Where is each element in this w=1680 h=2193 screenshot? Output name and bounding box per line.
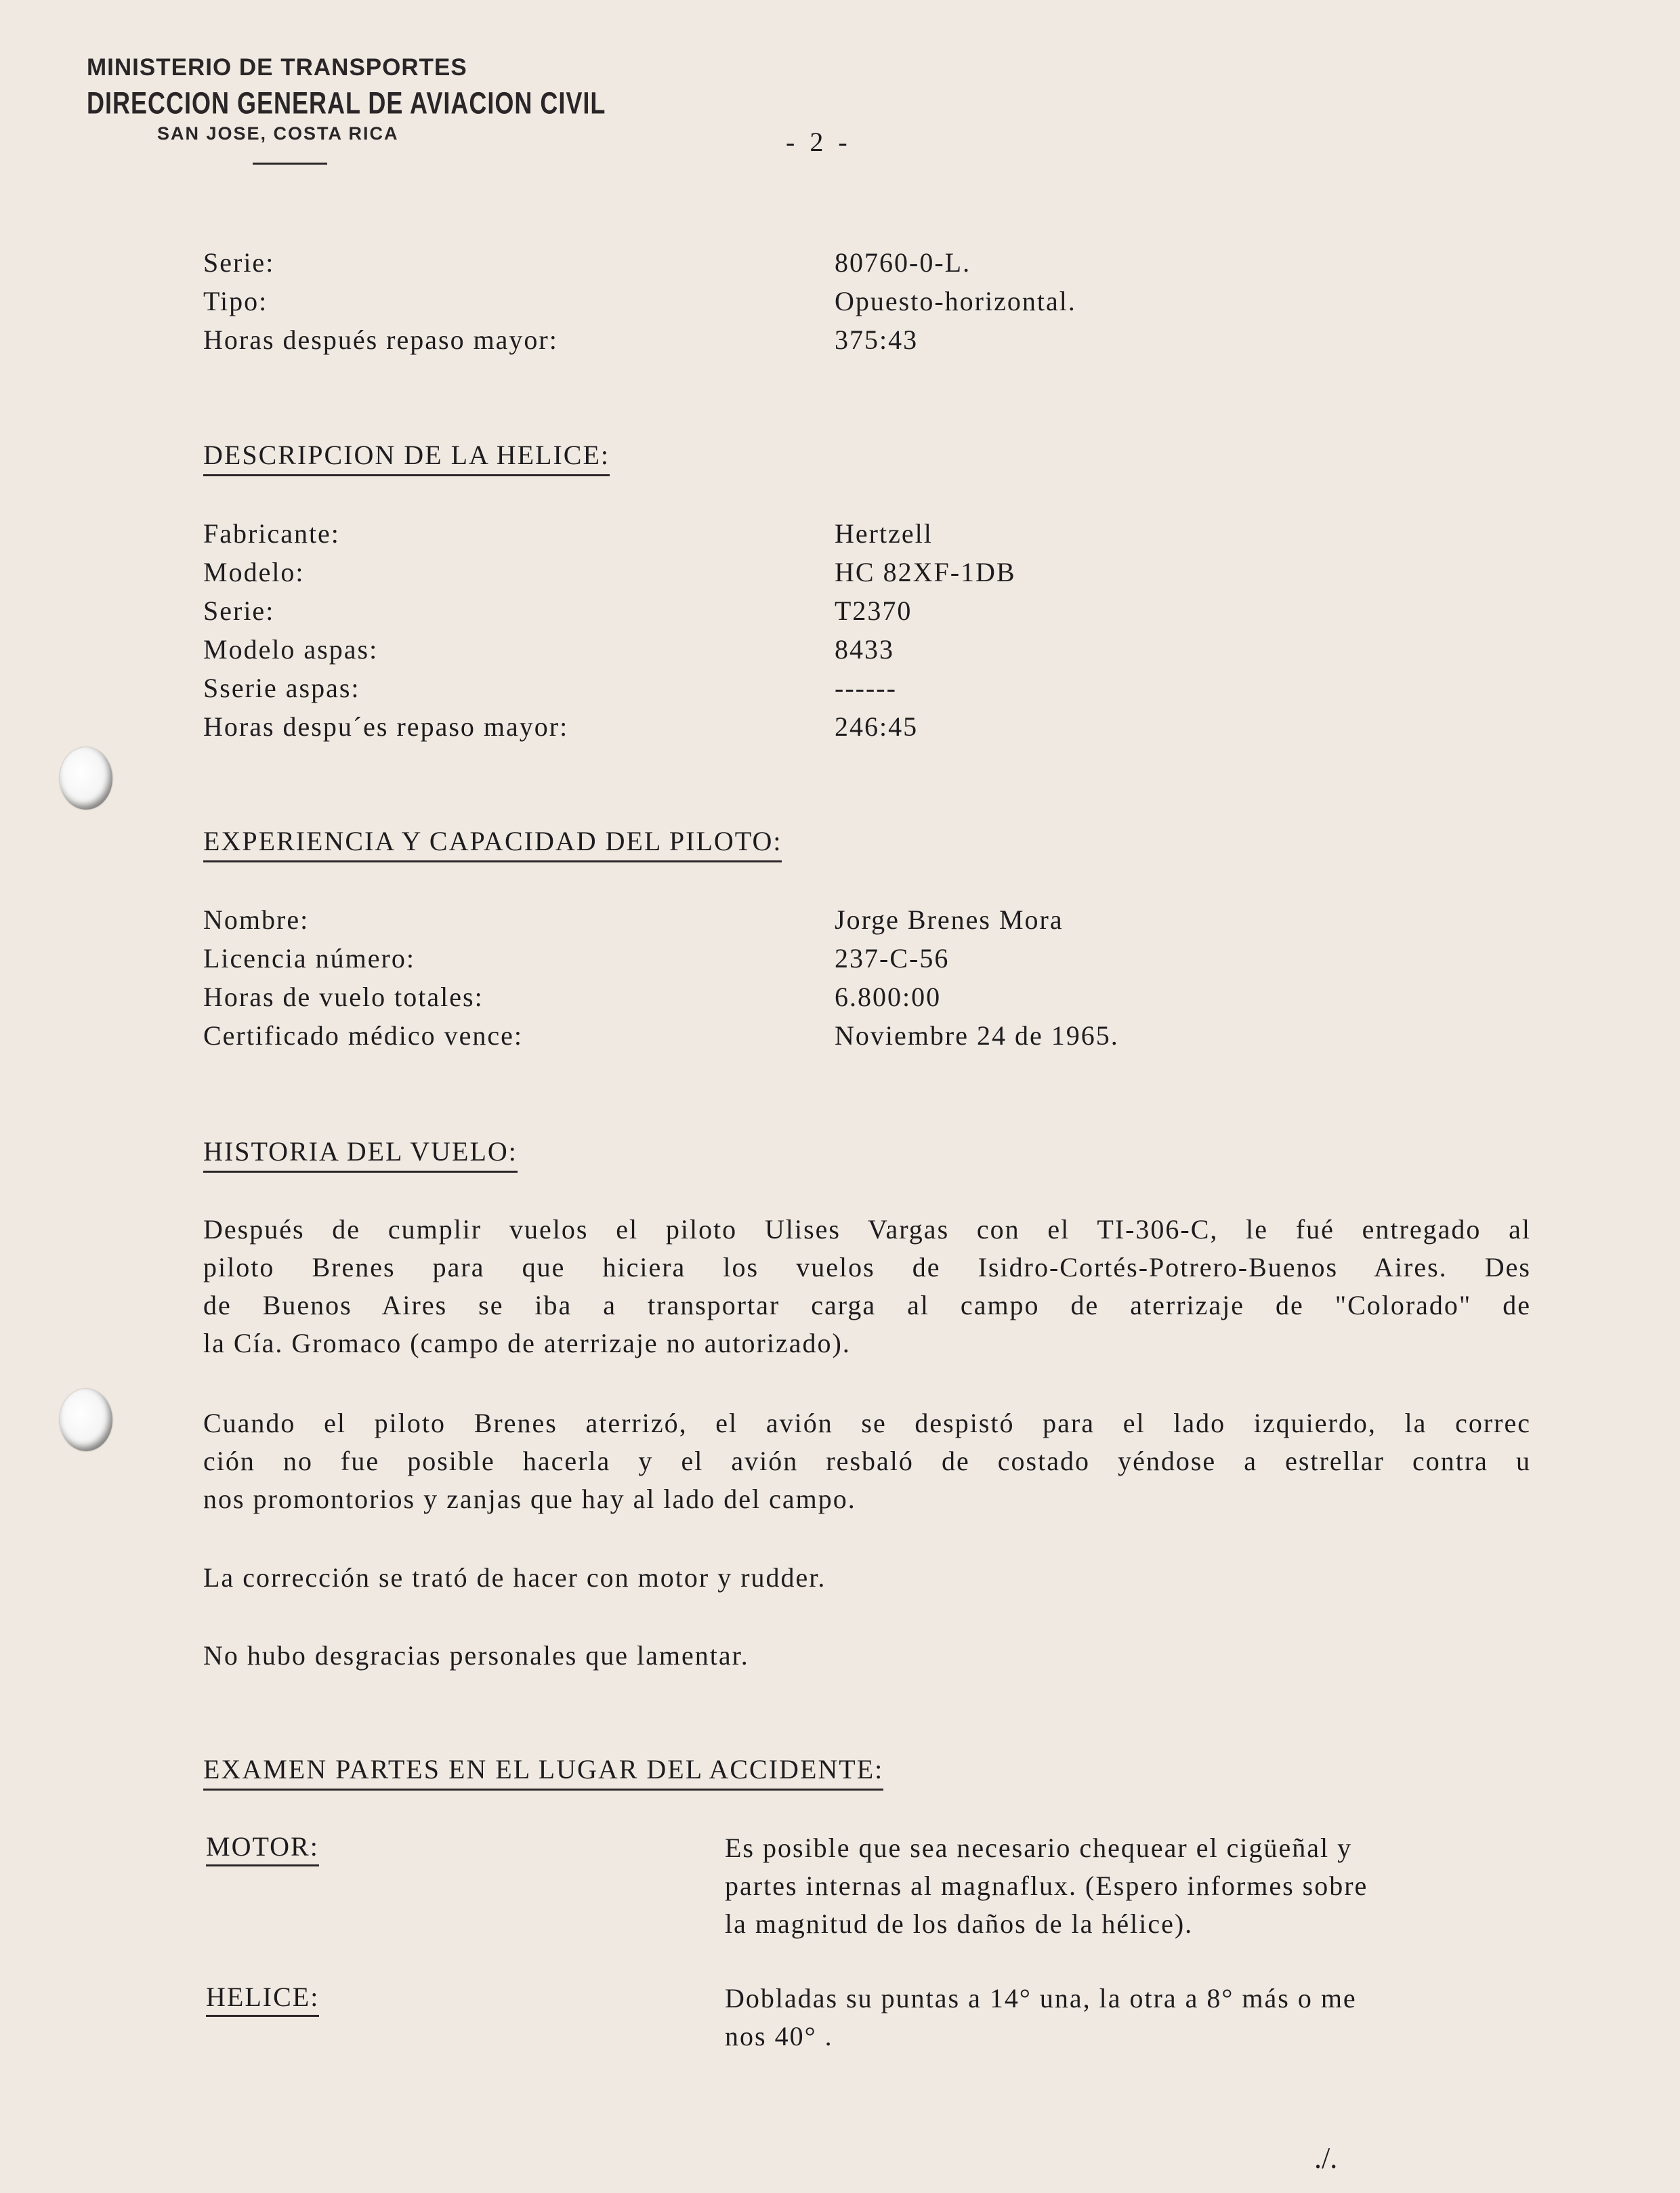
pilot-row — [203, 1017, 1490, 1056]
propeller-row — [203, 554, 1490, 592]
pilot-heading: EXPERIENCIA Y CAPACIDAD DEL PILOTO: — [203, 824, 782, 862]
engine-row — [203, 283, 1490, 321]
motor-text — [725, 1829, 1565, 1943]
punch-hole — [60, 747, 112, 810]
propeller-row — [203, 631, 1490, 669]
letterhead-directorate: DIRECCION GENERAL DE AVIACION CIVIL — [87, 85, 606, 121]
field-label: Nombre: — [203, 904, 310, 935]
field-value: HC 82XF-1DB — [835, 557, 1016, 587]
helice-label: HELICE: — [206, 1980, 319, 2017]
field-value: 375:43 — [835, 325, 919, 355]
field-value: T2370 — [835, 596, 912, 626]
exam-heading: EXAMEN PARTES EN EL LUGAR DEL ACCIDENTE: — [203, 1752, 883, 1791]
field-label: Modelo aspas: — [203, 634, 379, 665]
history-paragraph-2 — [203, 1404, 1531, 1518]
field-label: Serie: — [203, 247, 275, 278]
paragraph-line: nos 40° . — [725, 2021, 833, 2051]
helice-text — [725, 1980, 1565, 2055]
propeller-row — [203, 669, 1490, 708]
pilot-data — [203, 901, 1490, 1056]
continuation-mark: ./. — [1314, 2142, 1338, 2175]
engine-data — [203, 244, 1490, 360]
field-value: Opuesto-horizontal. — [835, 286, 1076, 316]
motor-label: MOTOR: — [206, 1829, 319, 1866]
field-label: Horas de vuelo totales: — [203, 982, 484, 1012]
field-label: Modelo: — [203, 557, 305, 587]
paragraph-line: nos promontorios y zanjas que hay al lado del campo. — [203, 1484, 856, 1514]
field-value: 8433 — [835, 634, 894, 665]
paragraph-line: No hubo desgracias personales que lamentar. — [203, 1640, 749, 1671]
paragraph-line: ción no fue posible hacerla y el avión resbaló de costado yéndose a estrellar contra u — [203, 1446, 1531, 1476]
pilot-row — [203, 978, 1490, 1017]
paragraph-line: de Buenos Aires se iba a transportar carga al campo de aterrizaje de "Colorado" de — [203, 1290, 1531, 1320]
paragraph-line: Cuando el piloto Brenes aterrizó, el avión se despistó para el lado izquierdo, la correc — [203, 1408, 1531, 1438]
history-heading: HISTORIA DEL VUELO: — [203, 1134, 518, 1173]
field-label: Fabricante: — [203, 518, 340, 549]
history-paragraph-3 — [203, 1559, 1531, 1597]
engine-row — [203, 321, 1490, 360]
paragraph-line: la magnitud de los daños de la hélice). — [725, 1908, 1194, 1939]
field-value: ------ — [835, 673, 897, 703]
letterhead — [87, 54, 606, 144]
propeller-row — [203, 708, 1490, 747]
engine-row — [203, 244, 1490, 283]
letterhead-ministry: MINISTERIO DE TRANSPORTES — [87, 54, 467, 81]
propeller-row — [203, 515, 1490, 554]
field-value: 237-C-56 — [835, 943, 950, 974]
propeller-data — [203, 515, 1490, 747]
field-value: 80760-0-L. — [835, 247, 971, 278]
paragraph-line: Es posible que sea necesario chequear el cigüeñal y — [725, 1833, 1353, 1863]
field-label: Sserie aspas: — [203, 673, 360, 703]
propeller-heading: DESCRIPCION DE LA HELICE: — [203, 438, 610, 476]
field-value: 6.800:00 — [835, 982, 942, 1012]
pilot-row — [203, 940, 1490, 978]
letterhead-rule — [253, 163, 327, 165]
paragraph-line: La corrección se trató de hacer con motor y rudder. — [203, 1562, 826, 1593]
field-value: 246:45 — [835, 711, 919, 742]
paragraph-line: Dobladas su puntas a 14° una, la otra a 8° más o me — [725, 1983, 1357, 2013]
pilot-row — [203, 901, 1490, 940]
field-value: Hertzell — [835, 518, 933, 549]
propeller-row — [203, 592, 1490, 631]
field-label: Certificado médico vence: — [203, 1020, 524, 1051]
page-number: - 2 - — [786, 127, 852, 157]
paragraph-line: la Cía. Gromaco (campo de aterrizaje no autorizado). — [203, 1328, 851, 1358]
paragraph-line: piloto Brenes para que hiciera los vuelos de Isidro-Cortés-Potrero-Buenos Aires. Des — [203, 1252, 1531, 1282]
field-label: Horas después repaso mayor: — [203, 325, 558, 355]
field-label: Licencia número: — [203, 943, 415, 974]
field-label: Serie: — [203, 596, 275, 626]
punch-hole — [60, 1389, 112, 1451]
field-label: Horas despu´es repaso mayor: — [203, 711, 569, 742]
history-paragraph-1 — [203, 1211, 1531, 1362]
field-value: Noviembre 24 de 1965. — [835, 1020, 1119, 1051]
letterhead-city: SAN JOSE, COSTA RICA — [157, 123, 399, 144]
field-label: Tipo: — [203, 286, 268, 316]
paragraph-line: Después de cumplir vuelos el piloto Ulises Vargas con el TI-306-C, le fué entregado al — [203, 1214, 1531, 1245]
paragraph-line: partes internas al magnaflux. (Espero informes sobre — [725, 1871, 1368, 1901]
history-paragraph-4 — [203, 1637, 1531, 1675]
field-value: Jorge Brenes Mora — [835, 904, 1064, 935]
